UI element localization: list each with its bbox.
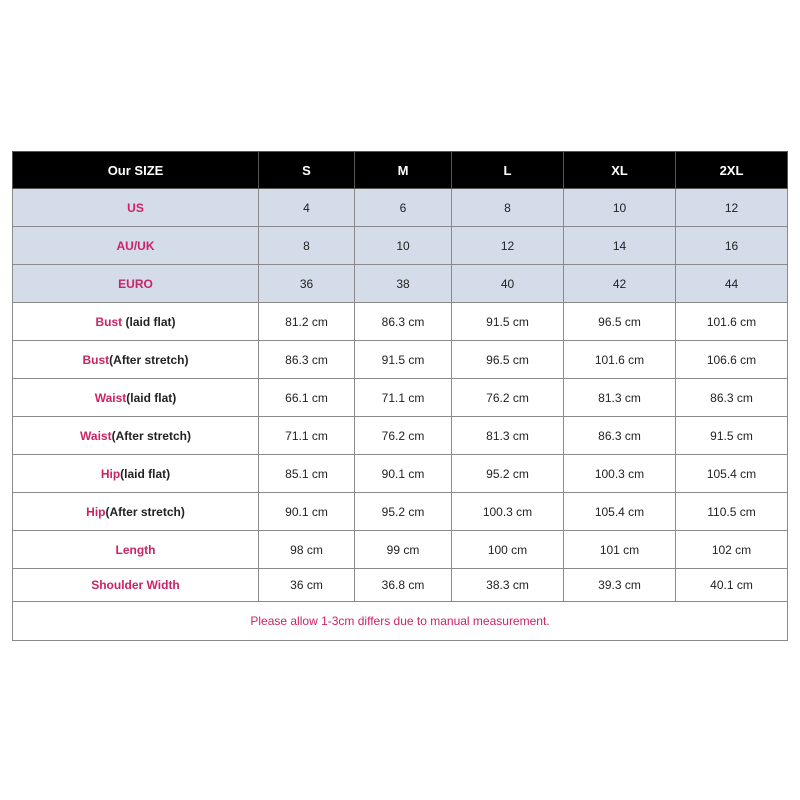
cell-value: 71.1 cm (355, 379, 452, 417)
cell-value: 99 cm (355, 531, 452, 569)
cell-value: 42 (564, 265, 676, 303)
row-label (13, 417, 259, 455)
cell-value: 10 (355, 227, 452, 265)
size-chart-table (12, 151, 788, 641)
row-label-suffix: (laid flat) (126, 390, 177, 405)
cell-value: 4 (259, 189, 355, 227)
cell-value: 98 cm (259, 531, 355, 569)
size-header-s: S (259, 152, 355, 189)
cell-value: 96.5 cm (564, 303, 676, 341)
cell-value: 86.3 cm (564, 417, 676, 455)
measurement-note: Please allow 1-3cm differs due to manual measurement. (13, 602, 788, 641)
row-label: US (13, 189, 259, 227)
cell-value: 81.3 cm (452, 417, 564, 455)
measure-row-hip-flat (13, 455, 788, 493)
row-label-suffix: (laid flat) (120, 466, 171, 481)
cell-value: 106.6 cm (676, 341, 788, 379)
cell-value: 76.2 cm (355, 417, 452, 455)
cell-value: 100 cm (452, 531, 564, 569)
cell-value: 12 (676, 189, 788, 227)
measure-row-bust-flat (13, 303, 788, 341)
row-label (13, 531, 259, 569)
cell-value: 16 (676, 227, 788, 265)
row-label: AU/UK (13, 227, 259, 265)
row-label-main: Waist (80, 428, 112, 443)
cell-value: 100.3 cm (452, 493, 564, 531)
row-label-main: Shoulder Width (91, 578, 180, 592)
cell-value: 38.3 cm (452, 569, 564, 602)
cell-value: 96.5 cm (452, 341, 564, 379)
cell-value: 105.4 cm (564, 493, 676, 531)
cell-value: 6 (355, 189, 452, 227)
header-label: Our SIZE (13, 152, 259, 189)
cell-value: 86.3 cm (355, 303, 452, 341)
cell-value: 105.4 cm (676, 455, 788, 493)
cell-value: 76.2 cm (452, 379, 564, 417)
measure-row-waist-stretch (13, 417, 788, 455)
cell-value: 110.5 cm (676, 493, 788, 531)
row-label-suffix: (After stretch) (105, 504, 185, 519)
cell-value: 14 (564, 227, 676, 265)
cell-value: 91.5 cm (452, 303, 564, 341)
measure-row-hip-stretch (13, 493, 788, 531)
row-label-main: Length (115, 542, 156, 557)
size-header-row (13, 152, 788, 189)
cell-value: 36.8 cm (355, 569, 452, 602)
row-label: EURO (13, 265, 259, 303)
cell-value: 10 (564, 189, 676, 227)
cell-value: 39.3 cm (564, 569, 676, 602)
region-row-euro (13, 265, 788, 303)
cell-value: 44 (676, 265, 788, 303)
cell-value: 86.3 cm (676, 379, 788, 417)
row-label-suffix: (After stretch) (111, 428, 191, 443)
measure-row-waist-flat (13, 379, 788, 417)
measure-row-bust-stretch (13, 341, 788, 379)
row-label (13, 493, 259, 531)
cell-value: 90.1 cm (355, 455, 452, 493)
row-label-suffix: (laid flat) (122, 314, 176, 329)
cell-value: 81.3 cm (564, 379, 676, 417)
row-label (13, 341, 259, 379)
cell-value: 101.6 cm (564, 341, 676, 379)
size-header-xl: XL (564, 152, 676, 189)
measure-row-length (13, 531, 788, 569)
note-row (13, 602, 788, 641)
row-label-main: Bust (95, 314, 123, 329)
cell-value: 90.1 cm (259, 493, 355, 531)
region-row-au-uk (13, 227, 788, 265)
cell-value: 86.3 cm (259, 341, 355, 379)
measure-row-shoulder-width (13, 569, 788, 602)
size-header-2xl: 2XL (676, 152, 788, 189)
cell-value: 85.1 cm (259, 455, 355, 493)
cell-value: 8 (259, 227, 355, 265)
row-label-main: Hip (100, 466, 121, 481)
cell-value: 101.6 cm (676, 303, 788, 341)
cell-value: 36 (259, 265, 355, 303)
size-header-l: L (452, 152, 564, 189)
cell-value: 38 (355, 265, 452, 303)
cell-value: 40 (452, 265, 564, 303)
row-label (13, 569, 259, 602)
cell-value: 91.5 cm (355, 341, 452, 379)
row-label (13, 303, 259, 341)
row-label (13, 455, 259, 493)
size-header-m: M (355, 152, 452, 189)
cell-value: 71.1 cm (259, 417, 355, 455)
cell-value: 100.3 cm (564, 455, 676, 493)
cell-value: 102 cm (676, 531, 788, 569)
region-row-us (13, 189, 788, 227)
cell-value: 8 (452, 189, 564, 227)
cell-value: 36 cm (259, 569, 355, 602)
row-label-main: Bust (82, 352, 110, 367)
cell-value: 12 (452, 227, 564, 265)
cell-value: 91.5 cm (676, 417, 788, 455)
cell-value: 101 cm (564, 531, 676, 569)
row-label-main: Hip (86, 504, 106, 519)
cell-value: 81.2 cm (259, 303, 355, 341)
cell-value: 66.1 cm (259, 379, 355, 417)
cell-value: 95.2 cm (452, 455, 564, 493)
row-label-main: Waist (94, 390, 127, 405)
row-label (13, 379, 259, 417)
row-label-suffix: (After stretch) (109, 352, 189, 367)
cell-value: 40.1 cm (676, 569, 788, 602)
cell-value: 95.2 cm (355, 493, 452, 531)
